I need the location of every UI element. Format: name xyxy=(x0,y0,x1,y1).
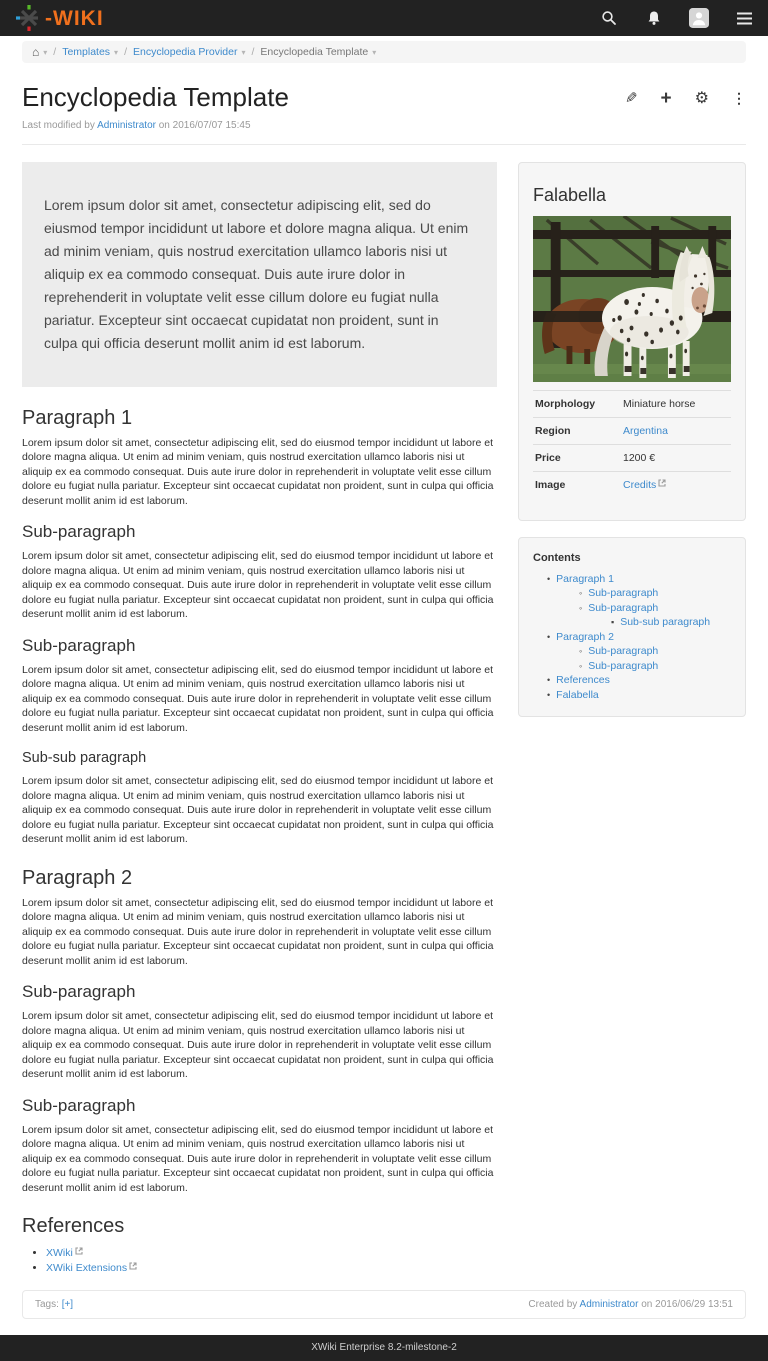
section-paragraph: Lorem ipsum dolor sit amet, consectetur adipiscing elit, sed do eiusmod tempor incididunt ut labore et dolore magna aliqua. Ut enim ad minim veniam, quis nostrud exercitation ullamco laboris nisi ut aliquip ex ea commodo consequat. Duis aute irure dolor in reprehenderit in voluptate velit esse cillum dolore eu fugiat nulla pariatur. Excepteur sint occaecat cupidatat non proident, sunt in culpa qui officia deserunt mollit anim id est laborum. xyxy=(22,550,494,621)
toc-link[interactable]: Paragraph 1 xyxy=(556,572,614,585)
chevron-down-icon[interactable]: ▾ xyxy=(372,47,377,57)
infobox-value: Miniature horse xyxy=(623,397,696,410)
section-heading-h2: Sub-paragraph xyxy=(22,1095,136,1115)
toc-link[interactable]: Sub-paragraph xyxy=(588,645,659,658)
xwiki-asterisk-icon xyxy=(14,3,44,33)
toc-bullet: ◦ xyxy=(579,588,583,599)
lead-summary-box xyxy=(22,162,497,387)
toc-link[interactable]: Sub-sub paragraph xyxy=(620,616,711,629)
infobox-row xyxy=(533,417,731,444)
toc-link[interactable]: Falabella xyxy=(556,688,599,701)
references-heading: References xyxy=(22,1215,125,1238)
tags-area xyxy=(35,1299,73,1310)
breadcrumb-link[interactable]: Templates xyxy=(62,46,111,58)
created-prefix: Created by xyxy=(528,1299,578,1311)
falabella-horse-image xyxy=(533,216,731,382)
toc-link[interactable]: Sub-paragraph xyxy=(588,601,659,614)
reference-item xyxy=(46,1246,497,1261)
document-body xyxy=(22,162,497,1277)
toc-item xyxy=(533,572,731,587)
toc-item xyxy=(533,673,731,688)
breadcrumb-separator: / xyxy=(251,46,255,58)
section-heading-h1: Paragraph 2 xyxy=(22,866,133,889)
infobox-label: Morphology xyxy=(535,397,596,410)
external-link-icon xyxy=(75,1247,83,1255)
add-plus-icon[interactable]: + xyxy=(660,88,672,109)
infobox-row xyxy=(533,471,731,498)
page-title: Encyclopedia Template xyxy=(22,82,289,112)
xwiki-logo[interactable] xyxy=(14,3,104,33)
toc-item xyxy=(533,586,731,601)
tags-label: Tags: xyxy=(35,1299,59,1311)
infobox-label: Price xyxy=(535,451,561,464)
infobox-label: Region xyxy=(535,424,571,437)
section-paragraph: Lorem ipsum dolor sit amet, consectetur adipiscing elit, sed do eiusmod tempor incididunt ut labore et dolore magna aliqua. Ut enim ad minim veniam, quis nostrud exercitation ullamco laboris nisi ut aliquip ex ea commodo consequat. Duis aute irure dolor in reprehenderit in voluptate velit esse cillum dolore eu fugiat nulla pariatur. Excepteur sint occaecat cupidatat non proident, sunt in culpa qui officia deserunt mollit anim id est laborum. xyxy=(22,775,494,846)
version-text: XWiki Enterprise 8.2-milestone-2 xyxy=(311,1342,457,1354)
page-content xyxy=(0,36,768,1319)
infobox-title: Falabella xyxy=(533,184,607,205)
section-paragraph: Lorem ipsum dolor sit amet, consectetur adipiscing elit, sed do eiusmod tempor incididunt ut labore et dolore magna aliqua. Ut enim ad minim veniam, quis nostrud exercitation ullamco laboris nisi ut aliquip ex ea commodo consequat. Duis aute irure dolor in reprehenderit in voluptate velit esse cillum dolore eu fugiat nulla pariatur. Excepteur sint occaecat cupidatat non proident, sunt in culpa qui officia deserunt mollit anim id est laborum. xyxy=(22,1123,494,1194)
section-heading-h1: Paragraph 1 xyxy=(22,406,133,429)
contents-panel xyxy=(518,537,746,718)
contents-title: Contents xyxy=(533,551,581,564)
search-icon[interactable] xyxy=(599,8,619,28)
created-suffix: on 2016/06/29 13:51 xyxy=(641,1299,733,1311)
home-icon[interactable]: ⌂ xyxy=(32,45,40,59)
edit-pencil-icon[interactable]: ✎ xyxy=(624,90,638,107)
modified-suffix: on 2016/07/07 15:45 xyxy=(158,119,251,131)
brand-dash: - xyxy=(45,6,52,30)
toc-link[interactable]: References xyxy=(556,674,610,687)
toc-bullet: • xyxy=(547,631,551,642)
lead-text: Lorem ipsum dolor sit amet, consectetur adipiscing elit, sed do eiusmod tempor incididunt ut labore et dolore magna aliqua. Ut enim ad minim veniam, quis nostrud exercitation ullamco laboris nisi ut aliquip ex ea commodo consequat. Duis aute irure dolor in reprehenderit in voluptate velit esse cillum dolore eu fugiat nulla pariatur. Excepteur sint occaecat cupidatat non proident, sunt in culpa qui officia deserunt mollit anim id est laborum. xyxy=(44,196,469,351)
add-tag-button[interactable]: [+] xyxy=(61,1299,74,1311)
breadcrumb xyxy=(22,41,746,63)
author-link[interactable]: Administrator xyxy=(97,119,156,131)
toc-bullet: • xyxy=(547,689,551,700)
toc-item xyxy=(533,601,731,616)
toc-item xyxy=(533,659,731,674)
reference-item xyxy=(46,1261,497,1276)
toc-bullet: • xyxy=(547,675,551,686)
section-heading-h3: Sub-sub paragraph xyxy=(22,750,147,767)
infobox-table xyxy=(533,390,731,498)
infobox-row xyxy=(533,390,731,417)
infobox-row xyxy=(533,444,731,471)
toc-bullet: ▪ xyxy=(611,617,615,628)
settings-gear-icon[interactable]: ⚙ xyxy=(694,89,709,107)
document-footer xyxy=(22,1290,746,1319)
notifications-bell-icon[interactable] xyxy=(644,8,664,28)
infobox-value xyxy=(623,425,668,437)
infobox-label: Image xyxy=(535,478,566,491)
external-link-icon xyxy=(129,1262,137,1270)
infobox-value-link[interactable]: Argentina xyxy=(623,424,668,437)
breadcrumb-separator: / xyxy=(124,46,127,58)
page-actions xyxy=(625,83,746,108)
section-paragraph: Lorem ipsum dolor sit amet, consectetur adipiscing elit, sed do eiusmod tempor incididunt ut labore et dolore magna aliqua. Ut enim ad minim veniam, quis nostrud exercitation ullamco laboris nisi ut aliquip ex ea commodo consequat. Duis aute irure dolor in reprehenderit in voluptate velit esse cillum dolore eu fugiat nulla pariatur. Excepteur sint occaecat cupidatat non proident, sunt in culpa qui officia deserunt mollit anim id est laborum. xyxy=(22,663,494,734)
infobox-value xyxy=(623,479,666,491)
toc-item xyxy=(533,630,731,645)
reference-link[interactable]: XWiki Extensions xyxy=(46,1262,128,1275)
chevron-down-icon[interactable]: ▾ xyxy=(43,47,48,57)
breadcrumb-current: Encyclopedia Template xyxy=(260,46,369,58)
section-heading-h2: Sub-paragraph xyxy=(22,522,136,542)
modified-prefix: Last modified by xyxy=(22,119,95,131)
chevron-down-icon[interactable]: ▾ xyxy=(114,47,119,57)
toc-item xyxy=(533,688,731,703)
toc-link[interactable]: Paragraph 2 xyxy=(556,630,614,643)
falabella-infobox xyxy=(518,162,746,521)
infobox-value: 1200 € xyxy=(623,451,656,464)
toc-item xyxy=(533,615,731,630)
header-divider xyxy=(22,144,746,145)
more-kebab-icon[interactable]: ⋮ xyxy=(732,90,746,107)
toc-bullet: ◦ xyxy=(579,660,583,671)
user-avatar[interactable] xyxy=(689,8,709,28)
article-sections xyxy=(22,405,497,1196)
references-list xyxy=(22,1246,497,1276)
sidebar xyxy=(518,162,746,718)
external-link-icon xyxy=(658,479,666,487)
hamburger-menu-icon[interactable] xyxy=(734,8,754,28)
created-byline xyxy=(528,1299,733,1310)
brand-text: WIKI xyxy=(53,6,104,30)
last-modified-byline xyxy=(22,120,746,131)
toc-link[interactable]: Sub-paragraph xyxy=(588,659,659,672)
section-paragraph: Lorem ipsum dolor sit amet, consectetur adipiscing elit, sed do eiusmod tempor incididunt ut labore et dolore magna aliqua. Ut enim ad minim veniam, quis nostrud exercitation ullamco laboris nisi ut aliquip ex ea commodo consequat. Duis aute irure dolor in reprehenderit in voluptate velit esse cillum dolore eu fugiat nulla pariatur. Excepteur sint occaecat cupidatat non proident, sunt in culpa qui officia deserunt mollit anim id est laborum. xyxy=(22,1010,494,1081)
navbar-icons xyxy=(599,8,754,28)
section-heading-h2: Sub-paragraph xyxy=(22,635,136,655)
site-footer xyxy=(0,1335,768,1361)
creator-link[interactable]: Administrator xyxy=(579,1299,639,1311)
title-row xyxy=(22,83,746,113)
reference-link[interactable]: XWiki xyxy=(46,1247,73,1260)
section-heading-h2: Sub-paragraph xyxy=(22,982,136,1002)
toc-link[interactable]: Sub-paragraph xyxy=(588,587,659,600)
toc-bullet: ◦ xyxy=(579,602,583,613)
chevron-down-icon[interactable]: ▾ xyxy=(241,47,246,57)
toc-item xyxy=(533,644,731,659)
section-paragraph: Lorem ipsum dolor sit amet, consectetur adipiscing elit, sed do eiusmod tempor incididunt ut labore et dolore magna aliqua. Ut enim ad minim veniam, quis nostrud exercitation ullamco laboris nisi ut aliquip ex ea commodo consequat. Duis aute irure dolor in reprehenderit in voluptate velit esse cillum dolore eu fugiat nulla pariatur. Excepteur sint occaecat cupidatat non proident, sunt in culpa qui officia deserunt mollit anim id est laborum. xyxy=(22,436,494,507)
section-paragraph: Lorem ipsum dolor sit amet, consectetur adipiscing elit, sed do eiusmod tempor incididunt ut labore et dolore magna aliqua. Ut enim ad minim veniam, quis nostrud exercitation ullamco laboris nisi ut aliquip ex ea commodo consequat. Duis aute irure dolor in reprehenderit in voluptate velit esse cillum dolore eu fugiat nulla pariatur. Excepteur sint occaecat cupidatat non proident, sunt in culpa qui officia deserunt mollit anim id est laborum. xyxy=(22,896,494,967)
breadcrumb-separator: / xyxy=(53,46,57,58)
toc-bullet: • xyxy=(547,573,551,584)
top-navbar xyxy=(0,0,768,36)
infobox-value-link[interactable]: Credits xyxy=(623,478,657,491)
breadcrumb-link[interactable]: Encyclopedia Provider xyxy=(132,46,238,58)
table-of-contents xyxy=(533,572,731,703)
toc-bullet: ◦ xyxy=(579,646,583,657)
